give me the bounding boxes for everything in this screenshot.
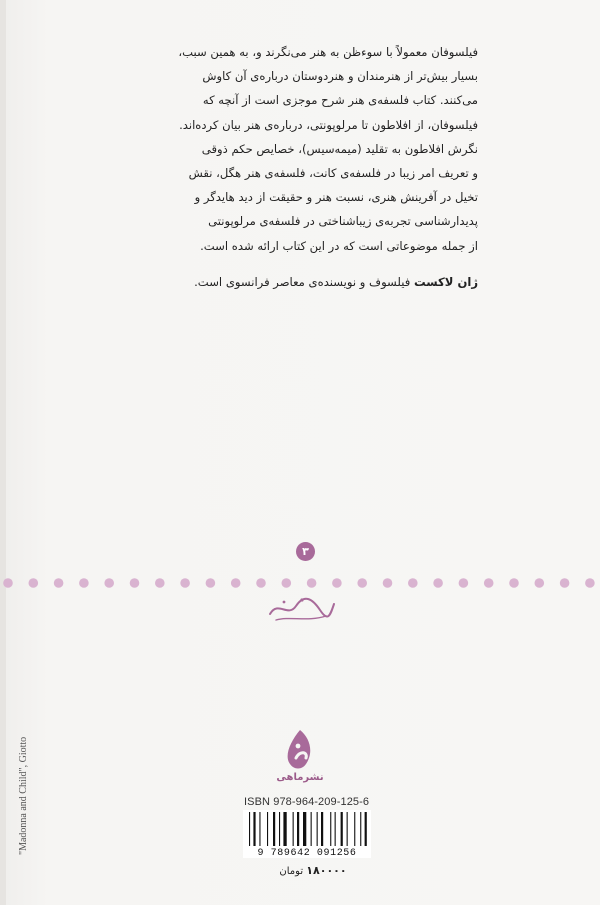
fish-logo-icon [270, 728, 330, 772]
blurb-line: تخیل در آفرینش هنری، نسبت هنر و حقیقت از دید هایدگر و [194, 190, 478, 205]
barcode-bars [247, 812, 367, 848]
divider-dot [307, 578, 317, 588]
price-currency: تومان [279, 866, 304, 877]
author-name: ژان لاکست [413, 275, 478, 289]
barcode-digits: 9 789642 091256 [257, 848, 357, 859]
blurb-line: و تعریف امر زیبا در فلسفه‌ی کانت، فلسفه‌ی هنر هگل، نقش [188, 166, 478, 181]
blurb-line: پدیدارشناسی تجربه‌ی زیباشناختی در فلسفه‌ی مرلوپونتی [208, 214, 478, 229]
author-description: فیلسوف و نویسنده‌ی معاصر فرانسوی است. [194, 275, 411, 289]
divider-dot [155, 578, 165, 588]
divider-dot [332, 578, 342, 588]
divider-dot [130, 578, 140, 588]
blurb-line: نگرش افلاطون به تقلید (میمه‌سیس)، خصایص حکم ذوقی [201, 141, 478, 156]
series-logo [262, 594, 338, 624]
divider-dot [206, 578, 216, 588]
author-note [128, 272, 478, 292]
barcode [243, 810, 371, 858]
divider-dot [104, 578, 114, 588]
blurb-line: فیلسوفان معمولاً با سوءظن به هنر می‌نگرند و، به همین سبب، [178, 45, 478, 59]
divider-dot [180, 578, 190, 588]
blurb-line: از جمله موضوعاتی است که در این کتاب ارائه شده است. [200, 238, 478, 253]
divider-dot [560, 578, 570, 588]
divider-dot [256, 578, 266, 588]
blurb-line: می‌کنند. کتاب فلسفه‌ی هنر شرح موجزی است از آنچه که [202, 93, 478, 108]
price [268, 864, 358, 877]
divider-dot [383, 578, 393, 588]
divider-dot [408, 578, 418, 588]
divider-dot [509, 578, 519, 588]
divider-dot [79, 578, 89, 588]
spine-edge [0, 0, 6, 905]
divider-dot [231, 578, 241, 588]
divider-dot [54, 578, 64, 588]
isbn-label: ISBN 978-964-209-125-6 [244, 796, 370, 808]
divider-dot [29, 578, 39, 588]
blurb-line: فیلسوفان، از افلاطون تا مرلوپونتی، درباره‌ی هنر بیان کرده‌اند. [179, 117, 478, 132]
divider-dot [535, 578, 545, 588]
divider-dot [585, 578, 595, 588]
divider-dot [433, 578, 443, 588]
divider-dot [484, 578, 494, 588]
price-amount: ۱۸۰۰۰۰ [306, 864, 347, 877]
divider-dot [3, 578, 13, 588]
dot-divider [0, 576, 600, 590]
blurb-line: بسیار بیش‌تر از هنرمندان و هنردوستان درباره‌ی آن کاوش [202, 69, 478, 84]
divider-dot [357, 578, 367, 588]
publisher-name: نشرماهی [276, 772, 324, 783]
cover-art-credit: "Madonna and Child", Giotto [18, 736, 29, 855]
divider-dot [459, 578, 469, 588]
book-blurb [128, 40, 478, 258]
divider-dot [282, 578, 292, 588]
series-number-badge: ۳ [296, 542, 315, 561]
